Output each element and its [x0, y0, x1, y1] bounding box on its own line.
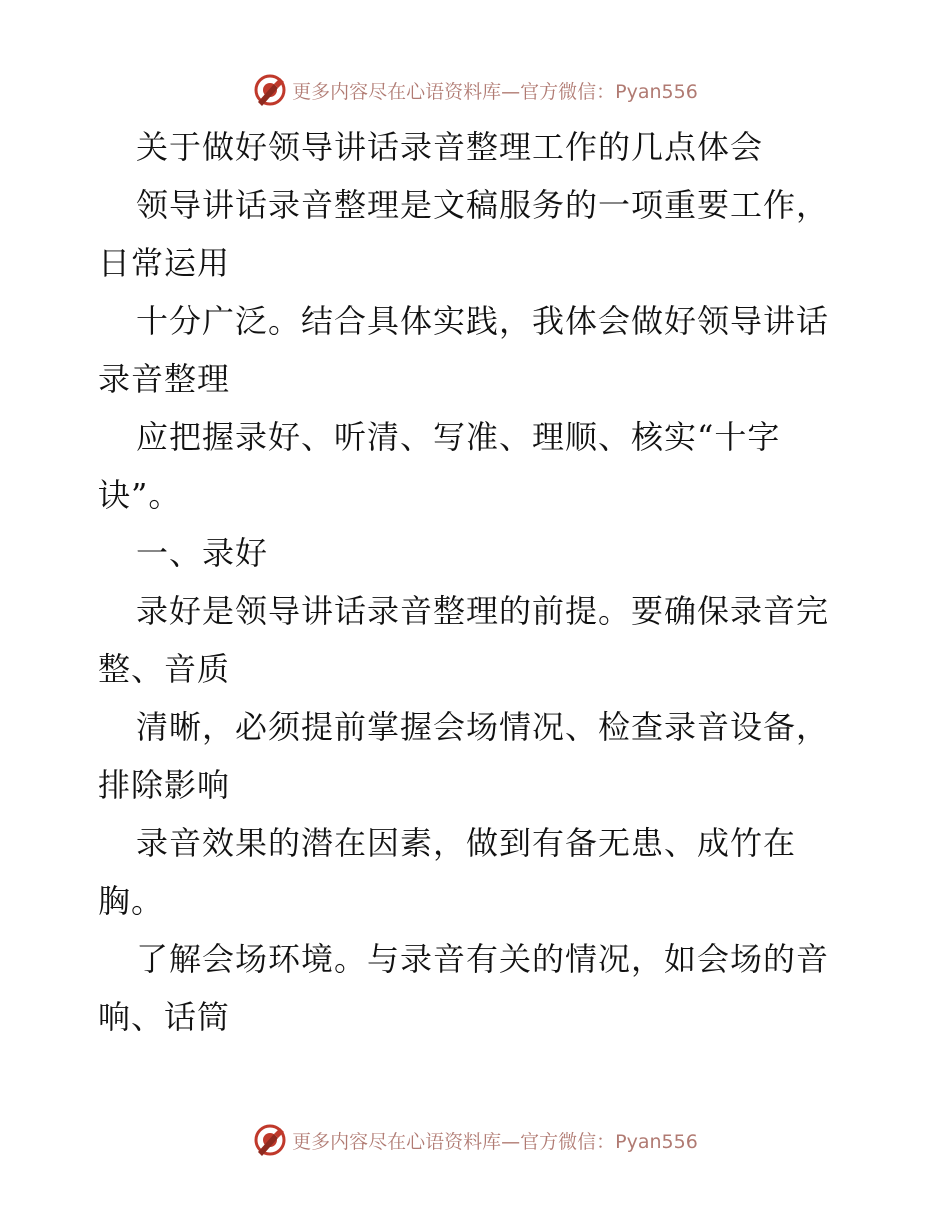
- paragraph-line: 清晰，必须提前掌握会场情况、检查录音设备，: [136, 708, 830, 746]
- footer-banner: [0, 1120, 950, 1160]
- footer-banner-text: 更多内容尽在心语资料库—官方微信：Pyan556: [292, 1130, 698, 1153]
- paragraph-line: 诀”。: [98, 476, 182, 514]
- paragraph-line: 日常运用: [98, 244, 231, 282]
- header-banner-content: [252, 72, 698, 108]
- paragraph-line: 十分广泛。结合具体实践，我体会做好领导讲话: [136, 302, 830, 340]
- red-pen-logo-icon: [252, 1122, 288, 1158]
- footer-banner-content: [252, 1122, 698, 1158]
- paragraph-line: 录好是领导讲话录音整理的前提。要确保录音完: [136, 592, 830, 630]
- paragraph-line: 排除影响: [98, 766, 231, 804]
- paragraph-line: 应把握录好、听清、写准、理顺、核实“十字: [136, 418, 781, 456]
- header-banner: [0, 70, 950, 110]
- paragraph-line: 领导讲话录音整理是文稿服务的一项重要工作，: [136, 186, 830, 224]
- paragraph-line: 整、音质: [98, 650, 231, 688]
- paragraph-line: 响、话筒: [98, 998, 231, 1036]
- paragraph-line: 胸。: [98, 882, 165, 920]
- header-banner-text: 更多内容尽在心语资料库—官方微信：Pyan556: [292, 80, 698, 103]
- paragraph-line: 了解会场环境。与录音有关的情况，如会场的音: [136, 940, 830, 978]
- paragraph-line: 录音整理: [98, 360, 231, 398]
- document-title: 关于做好领导讲话录音整理工作的几点体会: [136, 128, 764, 166]
- section-heading: 一、录好: [136, 534, 269, 572]
- red-pen-logo-icon: [252, 72, 288, 108]
- document-body: [98, 118, 858, 1046]
- paragraph-line: 录音效果的潜在因素，做到有备无患、成竹在: [136, 824, 797, 862]
